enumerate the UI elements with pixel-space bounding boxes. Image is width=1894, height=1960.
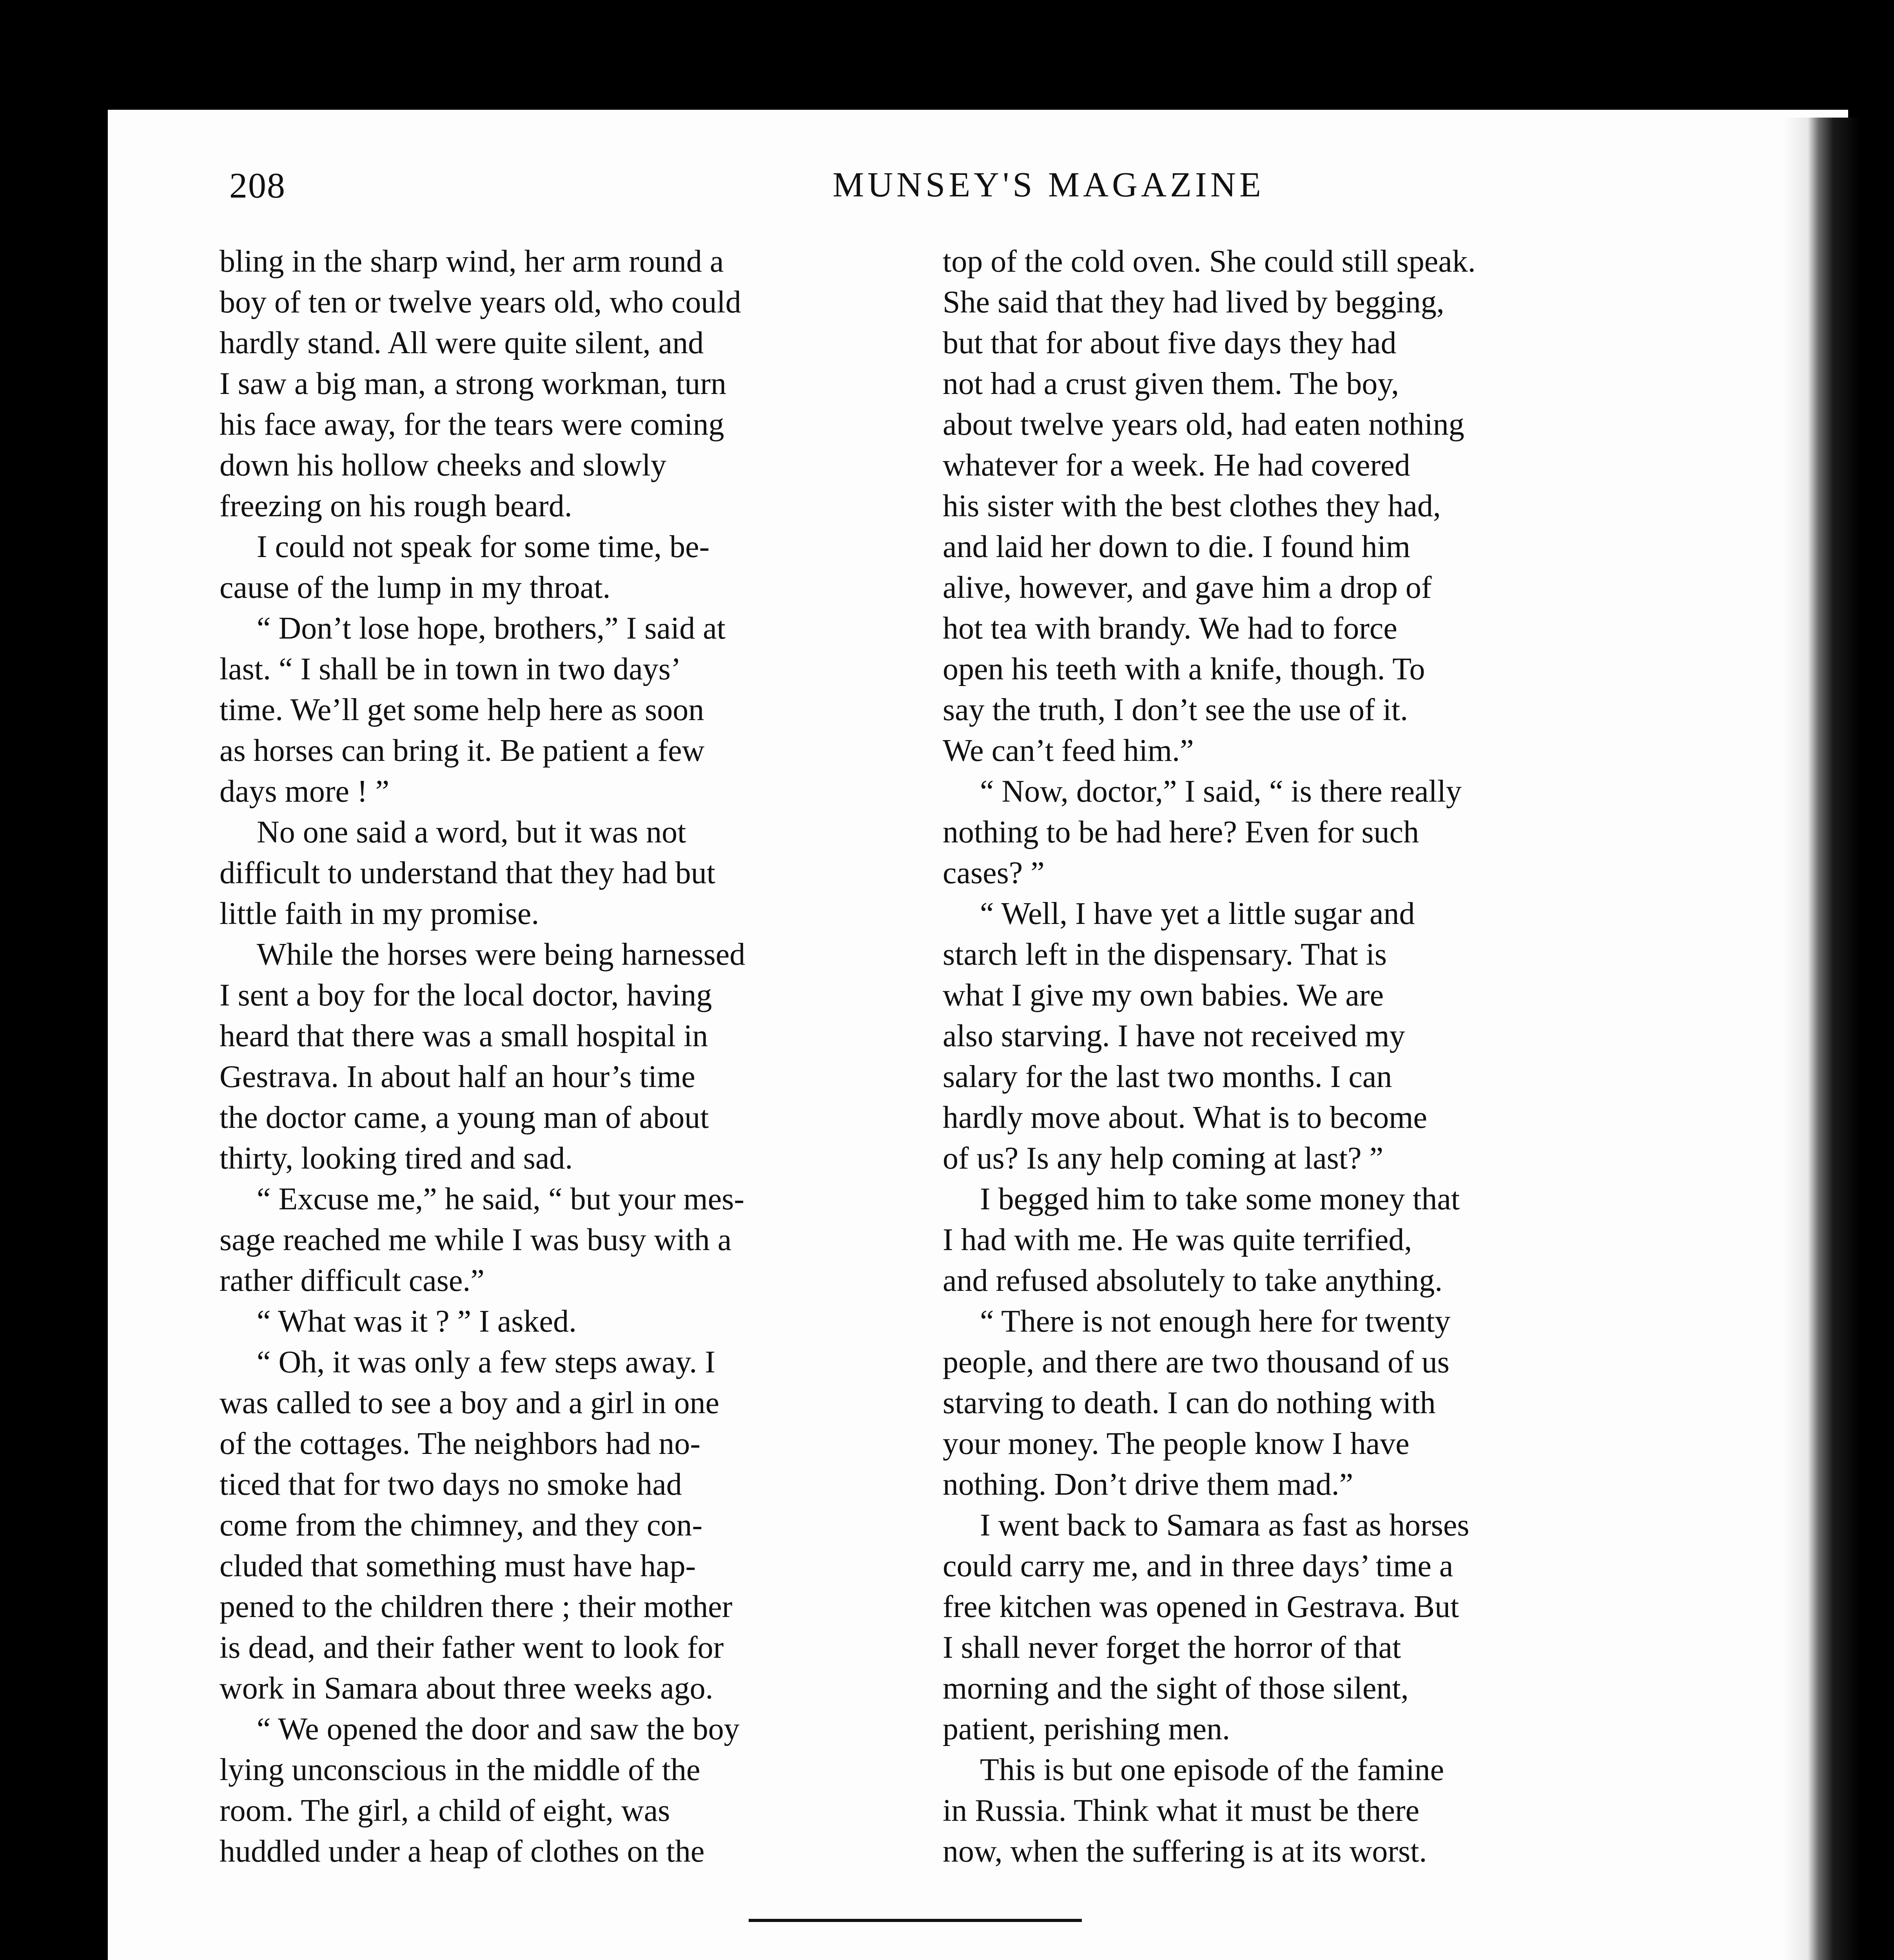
right_column-line: I went back to Samara as fast as horses	[980, 1508, 1469, 1543]
right_column-line: “ Well, I have yet a little sugar and	[980, 897, 1415, 931]
left_column-line: heard that there was a small hospital in	[220, 1019, 708, 1053]
left_column-line: thirty, looking tired and sad.	[220, 1141, 573, 1176]
right_column-line: what I give my own babies. We are	[943, 978, 1384, 1013]
left_column-line: time. We’ll get some help here as soon	[220, 693, 704, 727]
left_column-line: pened to the children there ; their mother	[220, 1590, 733, 1624]
right_column-line: and refused absolutely to take anything.	[943, 1263, 1443, 1298]
page-number: 208	[229, 165, 286, 205]
right_column-line: not had a crust given them. The boy,	[943, 367, 1399, 401]
left_column-line: as horses can bring it. Be patient a few	[220, 733, 705, 768]
left_column-line: work in Samara about three weeks ago.	[220, 1671, 713, 1706]
left_column-line: huddled under a heap of clothes on the	[220, 1834, 705, 1869]
right_column-line: We can’t feed him.”	[943, 733, 1194, 768]
left_column-line: “ Don’t lose hope, brothers,” I said at	[257, 611, 726, 646]
right_column-line: free kitchen was opened in Gestrava. But	[943, 1590, 1459, 1624]
right_column-line: your money. The people know I have	[943, 1426, 1410, 1461]
right_column-line: say the truth, I don’t see the use of it.	[943, 693, 1408, 727]
right_column-line: patient, perishing men.	[943, 1712, 1230, 1746]
left_column-line: “ Oh, it was only a few steps away. I	[257, 1345, 716, 1379]
right_column-line: could carry me, and in three days’ time a	[943, 1549, 1453, 1583]
right_column-line: hardly move about. What is to become	[943, 1100, 1427, 1135]
right_column-line: I had with me. He was quite terrified,	[943, 1223, 1412, 1257]
right_column-line: but that for about five days they had	[943, 326, 1397, 360]
left_column-line: his face away, for the tears were coming	[220, 407, 724, 442]
left_column-line: Gestrava. In about half an hour’s time	[220, 1060, 695, 1094]
right_column-line: alive, however, and gave him a drop of	[943, 570, 1432, 605]
right_column-line: of us? Is any help coming at last? ”	[943, 1141, 1384, 1176]
left_column-line: bling in the sharp wind, her arm round a	[220, 244, 724, 279]
section-divider-rule	[749, 1919, 1082, 1922]
right_column-line: I begged him to take some money that	[980, 1182, 1460, 1216]
right_column-line: starving to death. I can do nothing with	[943, 1386, 1436, 1420]
left_column-line: “ We opened the door and saw the boy	[257, 1712, 740, 1746]
left_column-line: of the cottages. The neighbors had no-	[220, 1426, 701, 1461]
left_column-line: was called to see a boy and a girl in one	[220, 1386, 720, 1420]
right_column-line: starch left in the dispensary. That is	[943, 937, 1387, 972]
right_column-line: “ Now, doctor,” I said, “ is there really	[980, 774, 1462, 809]
right_column-line: top of the cold oven. She could still speak.	[943, 244, 1476, 279]
left_column-line: No one said a word, but it was not	[257, 815, 686, 849]
left_column-line: difficult to understand that they had but	[220, 856, 715, 890]
left_column-line: come from the chimney, and they con-	[220, 1508, 703, 1543]
left_column-line: ticed that for two days no smoke had	[220, 1467, 682, 1502]
left_column-line: room. The girl, a child of eight, was	[220, 1793, 670, 1828]
left_column-line: lying unconscious in the middle of the	[220, 1753, 700, 1787]
right_column-line: cases? ”	[943, 856, 1045, 890]
right_column-line: now, when the suffering is at its worst.	[943, 1834, 1427, 1869]
left_column-line: cause of the lump in my throat.	[220, 570, 611, 605]
left_column-line: hardly stand. All were quite silent, and	[220, 326, 704, 360]
right_column-line: nothing. Don’t drive them mad.”	[943, 1467, 1353, 1502]
right_column-line: morning and the sight of those silent,	[943, 1671, 1409, 1706]
left_column-line: freezing on his rough beard.	[220, 489, 572, 523]
right_column-line: nothing to be had here? Even for such	[943, 815, 1419, 849]
right_column-line: hot tea with brandy. We had to force	[943, 611, 1397, 646]
left_column-line: I saw a big man, a strong workman, turn	[220, 367, 727, 401]
left_column-line: While the horses were being harnessed	[257, 937, 746, 972]
left-text-column	[220, 241, 909, 1872]
left_column-line: cluded that something must have hap-	[220, 1549, 696, 1583]
right_column-line: in Russia. Think what it must be there	[943, 1793, 1420, 1828]
left_column-line: “ Excuse me,” he said, “ but your mes-	[257, 1182, 745, 1216]
left_column-line: I could not speak for some time, be-	[257, 530, 710, 564]
right_column-line: also starving. I have not received my	[943, 1019, 1405, 1053]
left_column-line: down his hollow cheeks and slowly	[220, 448, 666, 483]
page-gutter-shadow	[1783, 118, 1894, 1960]
left_column-line: is dead, and their father went to look for	[220, 1630, 724, 1665]
right_column-line: his sister with the best clothes they had,	[943, 489, 1441, 523]
right_column-line: people, and there are two thousand of us	[943, 1345, 1450, 1379]
right_column-line: and laid her down to die. I found him	[943, 530, 1411, 564]
right_column-line: This is but one episode of the famine	[980, 1753, 1444, 1787]
right_column-line: She said that they had lived by begging,	[943, 285, 1444, 319]
left_column-line: sage reached me while I was busy with a	[220, 1223, 732, 1257]
left_column-line: the doctor came, a young man of about	[220, 1100, 709, 1135]
right_column-line: open his teeth with a knife, though. To	[943, 652, 1425, 686]
right_column-line: about twelve years old, had eaten nothing	[943, 407, 1464, 442]
right_column-line: whatever for a week. He had covered	[943, 448, 1410, 483]
left_column-line: little faith in my promise.	[220, 897, 539, 931]
left_column-line: last. “ I shall be in town in two days’	[220, 652, 681, 686]
left_column-line: I sent a boy for the local doctor, having	[220, 978, 712, 1013]
page-header	[229, 165, 1640, 220]
right-text-column	[943, 241, 1633, 1872]
left_column-line: days more ! ”	[220, 774, 390, 809]
left_column-line: “ What was it ? ” I asked.	[257, 1304, 577, 1339]
right_column-line: salary for the last two months. I can	[943, 1060, 1392, 1094]
right_column-line: “ There is not enough here for twenty	[980, 1304, 1451, 1339]
right_column-line: I shall never forget the horror of that	[943, 1630, 1401, 1665]
left_column-line: rather difficult case.”	[220, 1263, 484, 1298]
left_column-line: boy of ten or twelve years old, who could	[220, 285, 741, 319]
running-title: MUNSEY'S MAGAZINE	[833, 165, 1264, 204]
